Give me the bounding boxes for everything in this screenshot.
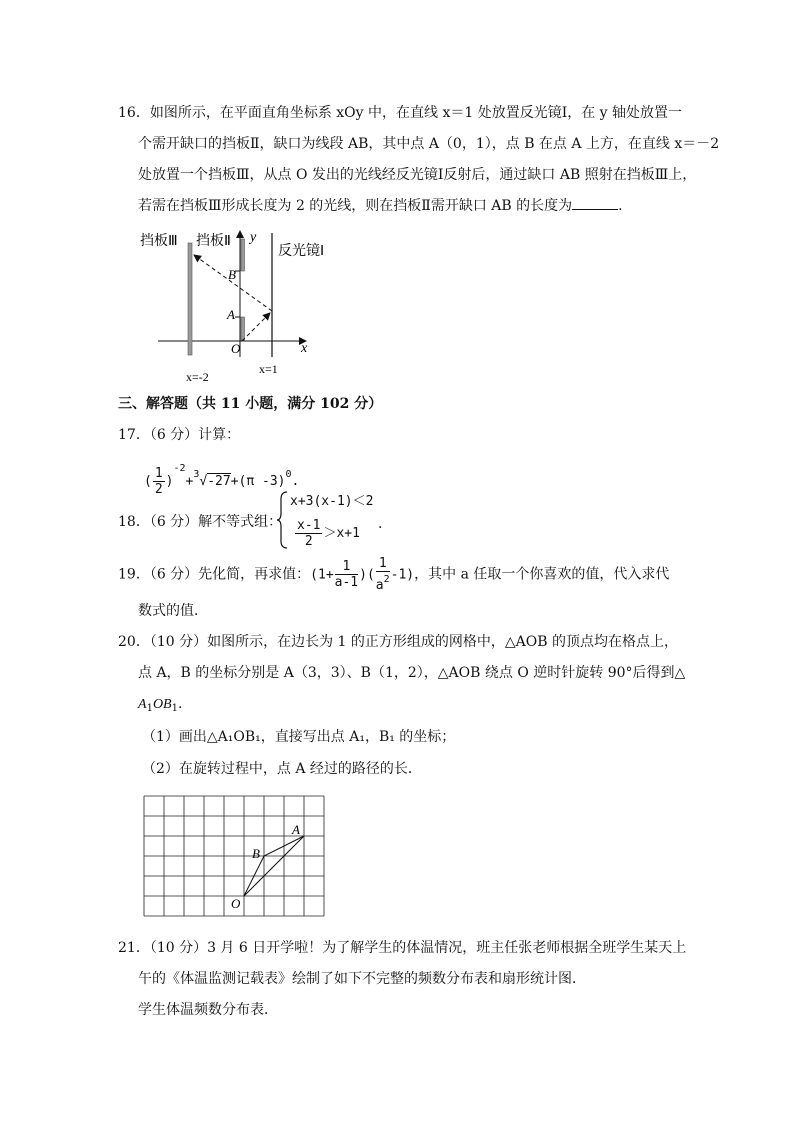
q18-ineq1: x+3(x-1)＜2 — [290, 494, 374, 509]
grid-label-A: A — [292, 822, 300, 837]
q17-plus: + — [185, 474, 194, 489]
q20-sub1: （1）画出△A₁OB₁，直接写出点 A₁，B₁ 的坐标； — [142, 729, 456, 745]
q17-num: 1 — [154, 465, 163, 481]
q18-intro: 18．（6 分）解不等式组： — [118, 514, 283, 530]
q20-a: A — [138, 697, 147, 712]
board-2-upper — [241, 239, 245, 271]
label-board2: 挡板Ⅱ — [196, 234, 231, 249]
q17-exp0: 0 — [285, 469, 292, 480]
q17-fraction — [153, 466, 165, 497]
label-y: y — [250, 230, 257, 245]
q19-p1-close: ) — [359, 567, 367, 583]
label-A: A — [227, 307, 235, 322]
grid-label-B: B — [252, 846, 260, 861]
q19-tail: ，其中 a 任取一个你喜欢的值，代入求代 — [414, 566, 670, 583]
board-2-lower — [241, 317, 245, 340]
q19-f1-den: a-1 — [334, 575, 359, 590]
q20-s2: 1 — [171, 703, 178, 714]
q19-line2: 数式的值． — [138, 603, 208, 619]
q17-root-index: 3 — [193, 469, 200, 480]
label-board3: 挡板Ⅲ — [140, 234, 178, 249]
label-x: x — [301, 341, 308, 356]
q19-p2-close: -1) — [390, 567, 415, 583]
q19-f2-den-wrap — [376, 572, 390, 593]
q20-line2: 点 A，B 的坐标分别是 A（3，3）、B（1，2），△AOB 绕点 O 逆时针旋转 90°后得到△ — [138, 665, 686, 681]
q18-fraction — [295, 518, 322, 549]
q18-num: x-1 — [297, 517, 321, 533]
q17-expression — [144, 452, 300, 497]
q17-close: ) — [165, 474, 174, 489]
q18-rest: ＞x+1 — [323, 526, 360, 541]
q17-end: . — [291, 474, 300, 489]
q20-line3 — [138, 694, 182, 719]
q20-s1: 1 — [146, 703, 153, 714]
q19-f2-exp: 2 — [383, 574, 390, 585]
q19-p1-open: (1+ — [310, 567, 334, 583]
q19-f2-den: a — [375, 578, 384, 593]
q19-intro: 19．（6 分）先化简，再求值： — [118, 566, 311, 583]
q19-p2-open: ( — [366, 567, 375, 583]
q16-figure — [138, 225, 338, 385]
light-ray-1 — [242, 313, 270, 341]
q16-line4-end: . — [618, 198, 623, 214]
q18-end: . — [378, 516, 383, 532]
q19-fraction-2 — [376, 556, 390, 593]
q20-line1: 20．（10 分）如图所示，在边长为 1 的正方形组成的网格中，△AOB 的顶点均在格点上， — [118, 634, 678, 650]
q21-line3: 学生体温频数分布表． — [138, 1002, 278, 1018]
answer-blank — [572, 197, 618, 210]
label-B: B — [228, 267, 236, 282]
label-xm2: x=-2 — [186, 370, 209, 384]
label-x1: x=1 — [259, 362, 278, 376]
q18-den: 2 — [304, 533, 313, 549]
q20-grid-figure — [140, 792, 330, 920]
q21-line1: 21．（10 分）3 月 6 日开学啦！为了解学生的体温情况，班主任张老师根据全班学生某天上 — [118, 940, 687, 956]
q18-ineq2 — [294, 516, 360, 550]
board-3 — [188, 243, 192, 355]
grid-label-O: O — [231, 896, 241, 911]
q16-line4-text: 若需在挡板Ⅲ形成长度为 2 的光线，则在挡板Ⅱ需开缺口 AB 的长度为 — [138, 198, 573, 214]
triangle-aob — [244, 836, 304, 896]
q19-f2-num: 1 — [376, 556, 390, 572]
q17-rest: +(π -3) — [230, 474, 286, 489]
q20-ob: OB — [152, 697, 172, 712]
q19-line1 — [118, 556, 669, 592]
q16-line3: 处放置一个挡板Ⅲ，从点 O 发出的光线经反光镜Ⅰ反射后，通过缺口 AB 照射在挡板Ⅲ上， — [138, 167, 697, 183]
q17-radicand: -27 — [207, 474, 231, 489]
q17-exp: -2 — [173, 463, 186, 474]
q19-f1-num: 1 — [335, 559, 358, 575]
q16-line4 — [138, 196, 623, 216]
brace-icon — [276, 491, 288, 549]
q17-den: 2 — [154, 481, 163, 497]
q20-sub2: （2）在旋转过程中，点 A 经过的路径的长． — [142, 761, 422, 777]
label-mirror: 反光镜Ⅰ — [278, 244, 325, 259]
light-ray-2 — [194, 255, 272, 311]
q17-open: ( — [144, 474, 152, 489]
q17-intro: 17．（6 分）计算： — [118, 427, 241, 443]
q20-dot: . — [177, 696, 183, 712]
section-3-heading: 三、解答题（共 11 小题，满分 102 分） — [118, 396, 383, 412]
q16-line1: 16．如图所示，在平面直角坐标系 xOy 中，在直线 x＝1 处放置反光镜Ⅰ，在 y 轴处放置一 — [118, 105, 683, 121]
radical-icon: √ — [199, 474, 208, 489]
q16-line2: 个需开缺口的挡板Ⅱ，缺口为线段 AB，其中点 A（0，1），点 B 在点 A 上方，在直线 x＝－2 — [138, 136, 720, 152]
q21-line2: 午的《体温监测记载表》绘制了如下不完整的频数分布表和扇形统计图． — [138, 971, 586, 987]
q19-fraction-1 — [335, 559, 358, 590]
label-O: O — [231, 341, 241, 356]
